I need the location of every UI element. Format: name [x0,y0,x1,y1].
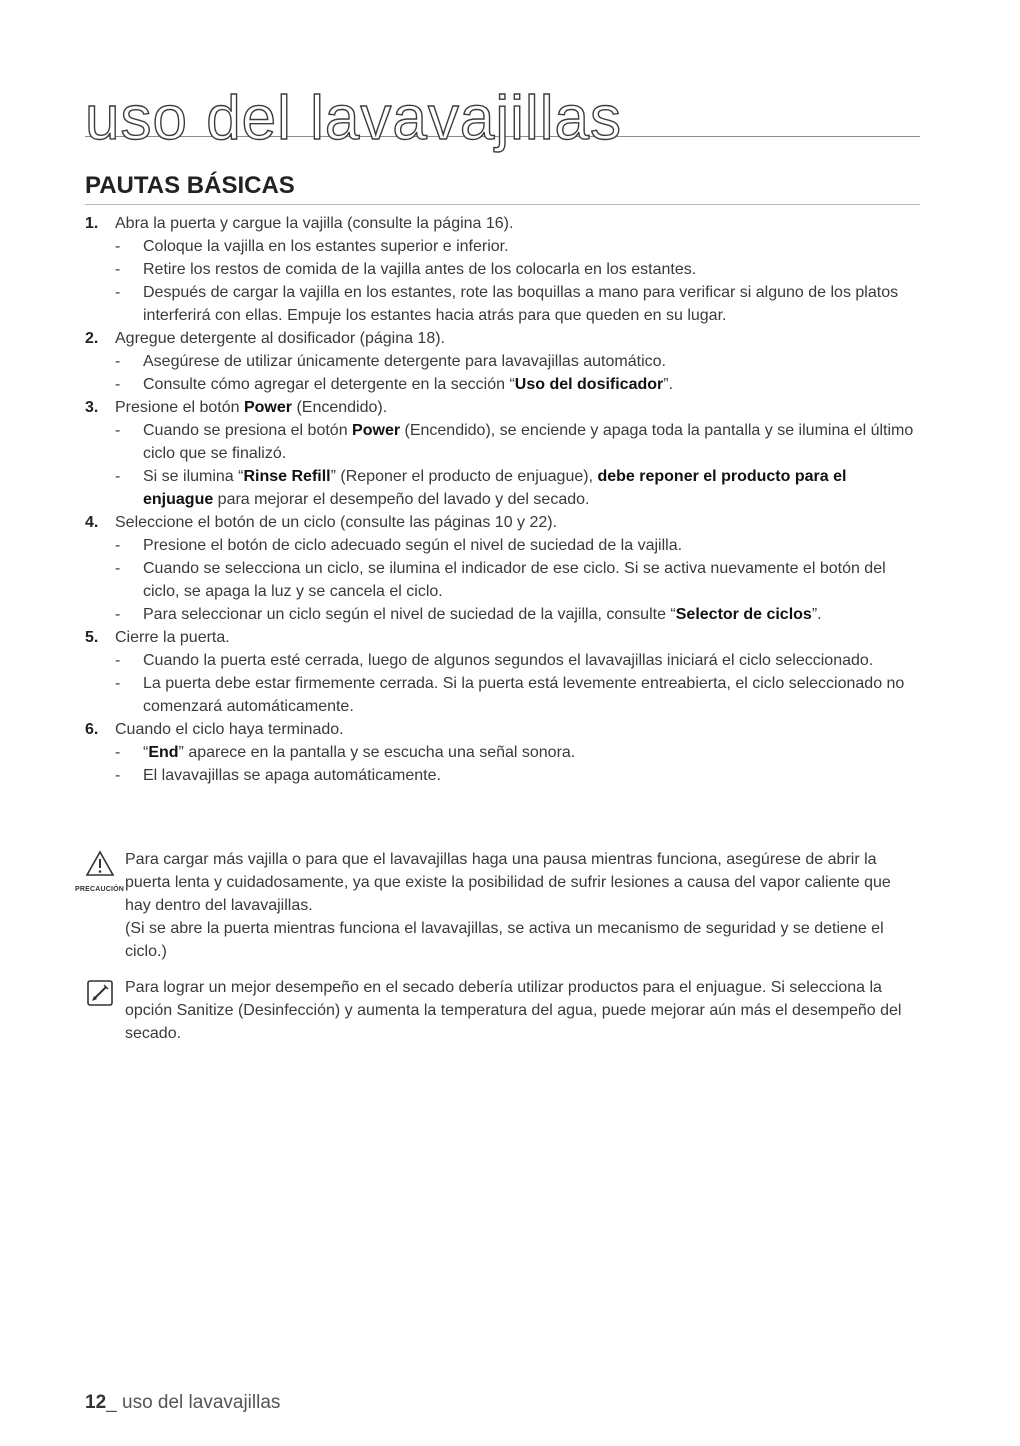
page-number: 12 [85,1392,107,1413]
step-item [85,718,920,787]
section-title: PAUTAS BÁSICAS [85,172,920,205]
sub-text-part: ”. [811,606,822,623]
dash-bullet: - [115,238,121,255]
dash-bullet: - [115,376,121,393]
sub-text-part: para mejorar el desempeño del lavado y del secado. [213,491,590,508]
sub-item [115,373,920,396]
sub-text-part: “ [143,744,149,761]
sub-text-bold: Uso del dosificador [514,376,664,393]
step-text [115,511,920,534]
sub-text-part: Cuando la puerta esté cerrada, luego de algunos segundos el lavavajillas iniciará el ciclo seleccionado. [143,652,874,669]
step-item [85,511,920,626]
step-item [85,212,920,327]
sub-text-bold: End [148,744,179,761]
dash-bullet: - [115,468,121,485]
sub-text-bold: Selector de ciclos [675,606,812,623]
step-text-part: Abra la puerta y cargue la vajilla (consulte la página 16). [115,215,514,232]
chapter-title-text: uso del lavavajillas [85,84,622,153]
sub-item [115,350,920,373]
sub-text-part: Cuando se presiona el botón [143,422,353,439]
sub-text-part: Cuando se selecciona un ciclo, se ilumina el indicador de ese ciclo. Si se activa nuevamente el botón del ciclo, se apaga la luz y se cancela el ciclo. [143,560,886,600]
dash-bullet: - [115,537,121,554]
step-text-part: Presione el botón [115,399,244,416]
sub-text-part: Para seleccionar un ciclo según el nivel de suciedad de la vajilla, consulte “ [143,606,676,623]
step-number: 1. [85,215,99,232]
chapter-title [85,62,920,153]
sub-item [115,419,920,465]
step-text-part: Cuando el ciclo haya terminado. [115,721,344,738]
step-number: 3. [85,399,99,416]
sub-item [115,235,920,258]
step-number: 5. [85,629,99,646]
sub-text-part: Presione el botón de ciclo adecuado según el nivel de suciedad de la vajilla. [143,537,683,554]
step-text [115,396,920,419]
sub-text-part: La puerta debe estar firmemente cerrada. Si la puerta está levemente entreabierta, el ciclo seleccionado no comenzará automáticamente. [143,675,905,715]
sub-item [115,557,920,603]
step-text-part: Cierre la puerta. [115,629,230,646]
caution-text-detail: (Si se abre la puerta mientras funciona el lavavajillas, se activa un mecanismo de seguridad y se detiene el ciclo.) [125,920,884,960]
sub-item [115,672,920,718]
step-item [85,626,920,718]
page-footer [85,1392,280,1414]
sub-item [115,741,920,764]
step-item [85,396,920,511]
sub-text-part: El lavavajillas se apaga automáticamente. [143,767,441,784]
footer-separator: _ [106,1392,117,1413]
step-text-bold: Power [243,399,292,416]
step-text-part: (Encendido). [292,399,388,416]
sub-text-part: Consulte cómo agregar el detergente en la sección “ [143,376,515,393]
sub-text-part: (Encendido), se enciende y apaga toda la pantalla y se ilumina el último ciclo que se finalizó. [143,422,914,462]
sub-text-bold: debe reponer el producto para el enjuague [143,468,847,508]
sub-item [115,258,920,281]
info-note [85,976,920,1045]
sub-item [115,281,920,327]
step-text [115,212,920,235]
step-text [115,718,920,741]
sub-text-part: Coloque la vajilla en los estantes superior e inferior. [143,238,509,255]
note-text: Para lograr un mejor desempeño en el secado debería utilizar productos para el enjuague. Si selecciona la opción Sanitize (Desinfección) y aumenta la temperatura del agua, puede mejorar aún más el desempeño del secado. [125,979,902,1042]
dash-bullet: - [115,284,121,301]
step-text-part: Agregue detergente al dosificador (página 18). [115,330,445,347]
dash-bullet: - [115,422,121,439]
footer-title: uso del lavavajillas [116,1392,281,1413]
steps-list [85,212,920,787]
dash-bullet: - [115,767,121,784]
step-number: 4. [85,514,99,531]
sub-text-part: Si se ilumina “ [143,468,244,485]
dash-bullet: - [115,744,121,761]
caution-label: PRECAUCIÓN [75,886,125,893]
sub-item [115,649,920,672]
caution-note [75,848,920,963]
step-text [115,327,920,350]
step-number: 6. [85,721,99,738]
step-text [115,626,920,649]
sub-text-part: Asegúrese de utilizar únicamente detergente para lavavajillas automático. [143,353,666,370]
caution-text: Para cargar más vajilla o para que el lavavajillas haga una pausa mientras funciona, asegúrese de abrir la puerta lenta y cuidadosamente, ya que existe la posibilidad de sufrir lesiones a causa del vapor caliente que hay dentro del lavavajillas. [125,851,891,914]
note-pencil-icon [85,978,125,1015]
step-text-part: Seleccione el botón de un ciclo (consulte las páginas 10 y 22). [115,514,558,531]
sub-text-part: Después de cargar la vajilla en los estantes, rote las boquillas a mano para verificar si alguno de los platos interferirá con ellas. Empuje los estantes hacia atrás para que queden en su lugar. [143,284,899,324]
dash-bullet: - [115,652,121,669]
sub-item [115,764,920,787]
dash-bullet: - [115,675,121,692]
step-item [85,327,920,396]
dash-bullet: - [115,560,121,577]
sub-text-bold: Power [352,422,401,439]
dash-bullet: - [115,606,121,623]
sub-item [115,603,920,626]
sub-text-part: ” (Reponer el producto de enjuague), [330,468,598,485]
sub-item [115,534,920,557]
dash-bullet: - [115,353,121,370]
sub-text-part: Retire los restos de comida de la vajilla antes de los colocarla en los estantes. [143,261,697,278]
sub-text-bold: Rinse Refill [243,468,331,485]
sub-item [115,465,920,511]
sub-text-part: ” aparece en la pantalla y se escucha una señal sonora. [178,744,576,761]
step-number: 2. [85,330,99,347]
sub-text-part: ”. [663,376,674,393]
dash-bullet: - [115,261,121,278]
